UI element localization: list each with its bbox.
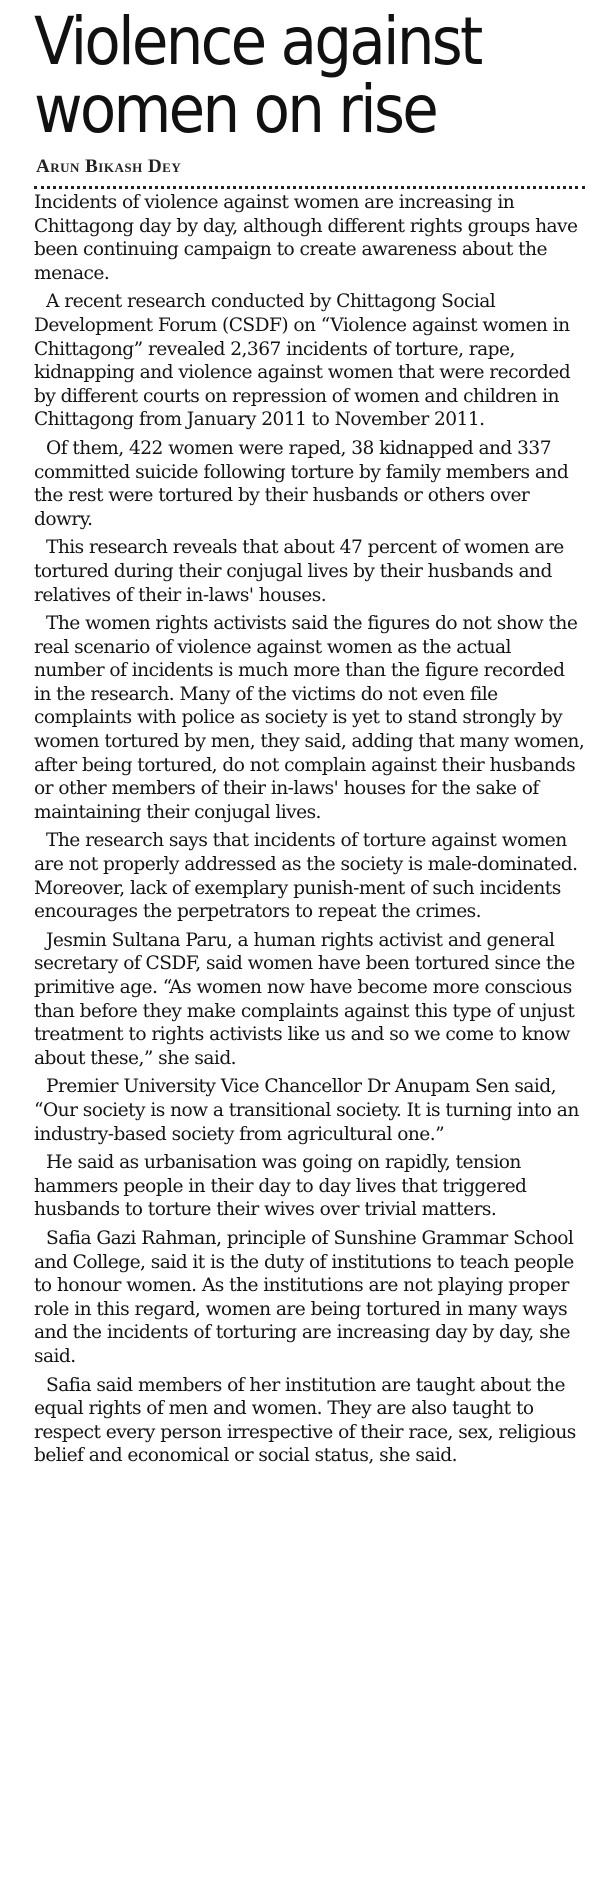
article-paragraph: Incidents of violence against women are increasing in Chittagong day by day, although different rights groups have been continuing campaign to create awareness about the menace. — [34, 192, 578, 284]
article-headline: Violence against women on rise — [34, 3, 481, 148]
dotted-divider — [34, 186, 585, 189]
article-paragraph: The women rights activists said the figures do not show the real scenario of violence against women as the actual number of incidents is much more than the figure recorded in the research. Many of the victims do not even file complaints with police as society is yet to stand strongly by women tortured by men, they said, adding that many women, after being tortured, do not complain against their husbands or other members of their in-laws' houses for the sake of maintaining their conjugal lives. — [34, 613, 585, 823]
article-paragraph: This research reveals that about 47 percent of women are tortured during their conjugal lives by their husbands and relatives of their in-laws' houses. — [34, 537, 564, 606]
article-paragraph: A recent research conducted by Chittagong Social Development Forum (CSDF) on “Violence against women in Chittagong” revealed 2,367 incidents of torture, rape, kidnapping and violence against women that were recorded by different courts on repression of women and children in Chittagong from January 2011 to November 2011. — [34, 291, 571, 431]
article-paragraph: Of them, 422 women were raped, 38 kidnapped and 337 committed suicide following torture by family members and the rest were tortured by their husbands or others over dowry. — [34, 437, 569, 530]
article-paragraph: Jesmin Sultana Paru, a human rights activist and general secretary of CSDF, said women have been tortured since the primitive age. “As women now have become more conscious than before they make complaints against this type of unjust treatment to rights activists like us and so we come to know about these,” she said. — [34, 929, 575, 1069]
article-paragraph: Safia Gazi Rahman, principle of Sunshine Grammar School and College, said it is the duty of institutions to teach people to honour women. As the institutions are not playing proper role in this regard, women are being tortured in many ways and the incidents of torturing are increasing day by day, she said. — [34, 1227, 574, 1367]
article-paragraph: Safia said members of her institution are taught about the equal rights of men and women. They are also taught to respect every person irrespective of their race, sex, religious belief and economical or social status, she said. — [34, 1374, 576, 1467]
article-paragraph: Premier University Vice Chancellor Dr Anupam Sen said, “Our society is now a transitional society. It is turning into an industry-based society from agricultural one.” — [34, 1076, 579, 1145]
article-body — [34, 191, 586, 1468]
article-byline: Arun Bikash Dey — [36, 156, 182, 177]
article-paragraph: He said as urbanisation was going on rapidly, tension hammers people in their day to day lives that triggered husbands to torture their wives over trivial matters. — [34, 1152, 527, 1221]
article-paragraph: The research says that incidents of torture against women are not properly addressed as the society is male-dominated. Moreover, lack of exemplary punish-ment of such incidents encourages the perpetrators to repeat the crimes. — [34, 830, 578, 923]
